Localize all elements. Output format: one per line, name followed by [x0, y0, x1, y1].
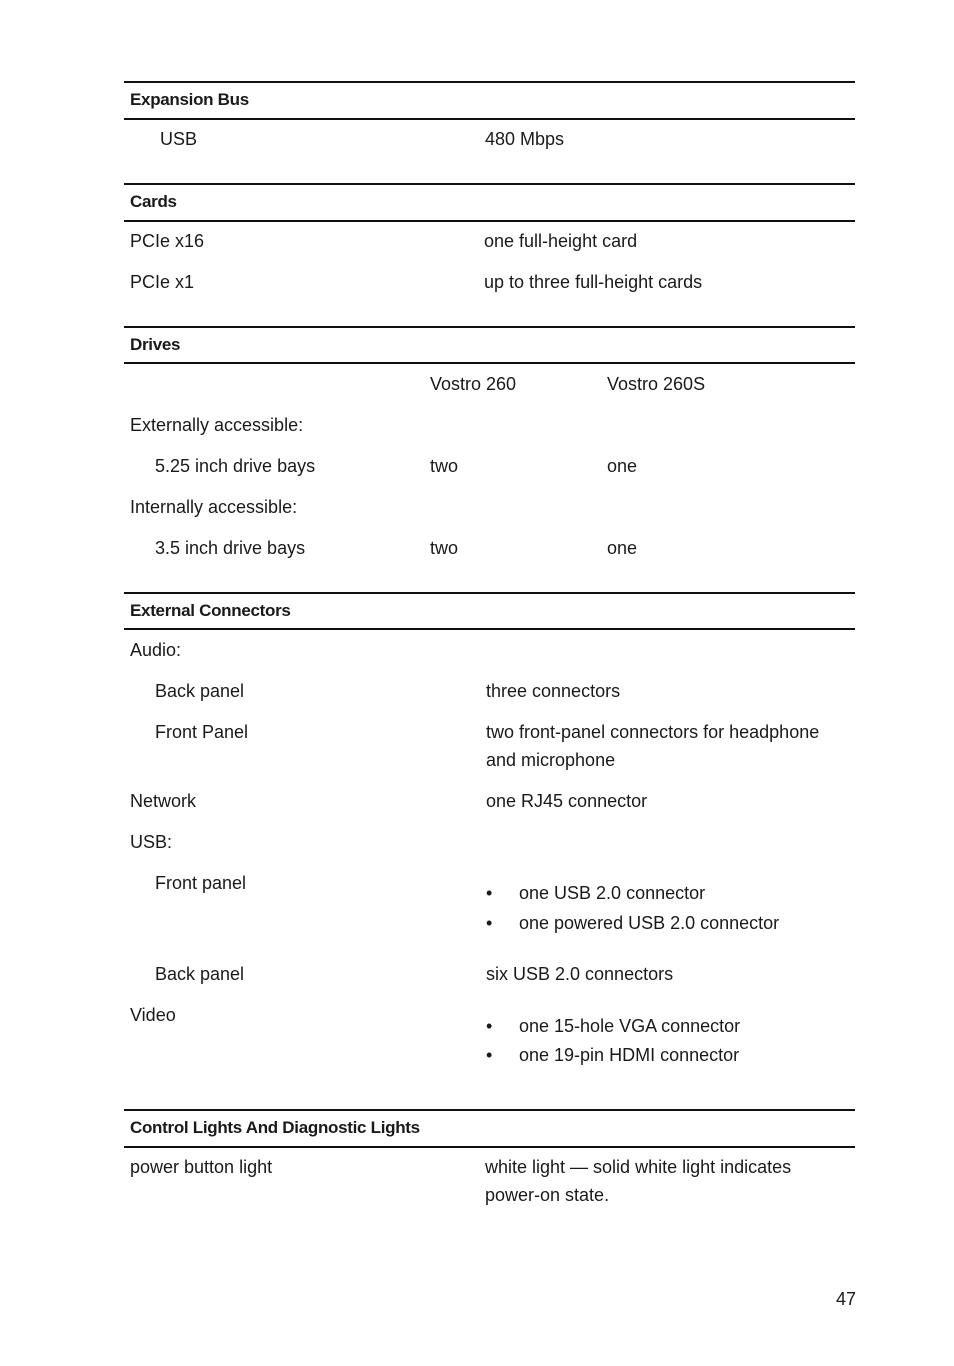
internally-accessible-label: Internally accessible:: [130, 497, 298, 517]
audio-back-panel-value: three connectors: [486, 681, 621, 701]
control-lights-heading: Control Lights And Diagnostic Lights: [130, 1118, 420, 1137]
pcie-x1-label: PCIe x1: [130, 272, 195, 292]
pcie-x16-label: PCIe x16: [130, 231, 205, 251]
list-item-text: one powered USB 2.0 connector: [519, 913, 780, 933]
section-top-rule: [124, 1109, 855, 1111]
vostro-260s-column-header: Vostro 260S: [607, 374, 706, 394]
bullet-icon: •: [486, 1045, 493, 1065]
bays-35-label: 3.5 inch drive bays: [155, 538, 306, 558]
page-number: 47: [836, 1289, 857, 1309]
bullet-icon: •: [486, 913, 493, 933]
bays-35-vostro-260s: one: [607, 538, 638, 558]
list-item: [486, 911, 780, 935]
pcie-x1-value: up to three full-height cards: [484, 272, 703, 292]
bullet-icon: •: [486, 883, 493, 903]
bullet-icon: •: [486, 1016, 493, 1036]
list-item: [486, 1014, 741, 1038]
power-button-light-value-line1: white light — solid white light indicates: [485, 1157, 792, 1177]
list-item-text: one 15-hole VGA connector: [519, 1016, 741, 1036]
bays-35-vostro-260: two: [430, 538, 459, 558]
external-connectors-heading: External Connectors: [130, 601, 291, 620]
usb-back-panel-value: six USB 2.0 connectors: [486, 964, 674, 984]
audio-front-panel-value-line1: two front-panel connectors for headphone: [486, 722, 820, 742]
usb-speed-value: 480 Mbps: [485, 129, 565, 149]
usb-front-panel-label: Front panel: [155, 873, 247, 893]
audio-front-panel-value-line2: and microphone: [486, 750, 616, 770]
drives-heading: Drives: [130, 335, 181, 354]
section-header-rule: [124, 118, 855, 120]
section-header-rule: [124, 362, 855, 364]
audio-front-panel-label: Front Panel: [155, 722, 249, 742]
network-label: Network: [130, 791, 197, 811]
network-value: one RJ45 connector: [486, 791, 648, 811]
power-button-light-value-line2: power-on state.: [485, 1185, 610, 1205]
usb-label: USB: [160, 129, 198, 149]
list-item-text: one 19-pin HDMI connector: [519, 1045, 740, 1065]
usb-connectors-label: USB:: [130, 832, 173, 852]
vostro-260-column-header: Vostro 260: [430, 374, 517, 394]
list-item: [486, 1043, 740, 1067]
video-label: Video: [130, 1005, 176, 1025]
bays-525-vostro-260: two: [430, 456, 459, 476]
section-top-rule: [124, 183, 855, 185]
section-top-rule: [124, 326, 855, 328]
bays-525-label: 5.25 inch drive bays: [155, 456, 316, 476]
section-top-rule: [124, 81, 855, 83]
externally-accessible-label: Externally accessible:: [130, 415, 304, 435]
list-item-text: one USB 2.0 connector: [519, 883, 706, 903]
section-top-rule: [124, 592, 855, 594]
section-header-rule: [124, 1146, 855, 1148]
section-header-rule: [124, 628, 855, 630]
bays-525-vostro-260s: one: [607, 456, 638, 476]
audio-back-panel-label: Back panel: [155, 681, 245, 701]
pcie-x16-value: one full-height card: [484, 231, 638, 251]
cards-heading: Cards: [130, 192, 177, 211]
section-header-rule: [124, 220, 855, 222]
list-item: [486, 881, 706, 905]
audio-label: Audio:: [130, 640, 182, 660]
power-button-light-label: power button light: [130, 1157, 273, 1177]
usb-back-panel-label: Back panel: [155, 964, 245, 984]
expansion-bus-heading: Expansion Bus: [130, 90, 249, 109]
